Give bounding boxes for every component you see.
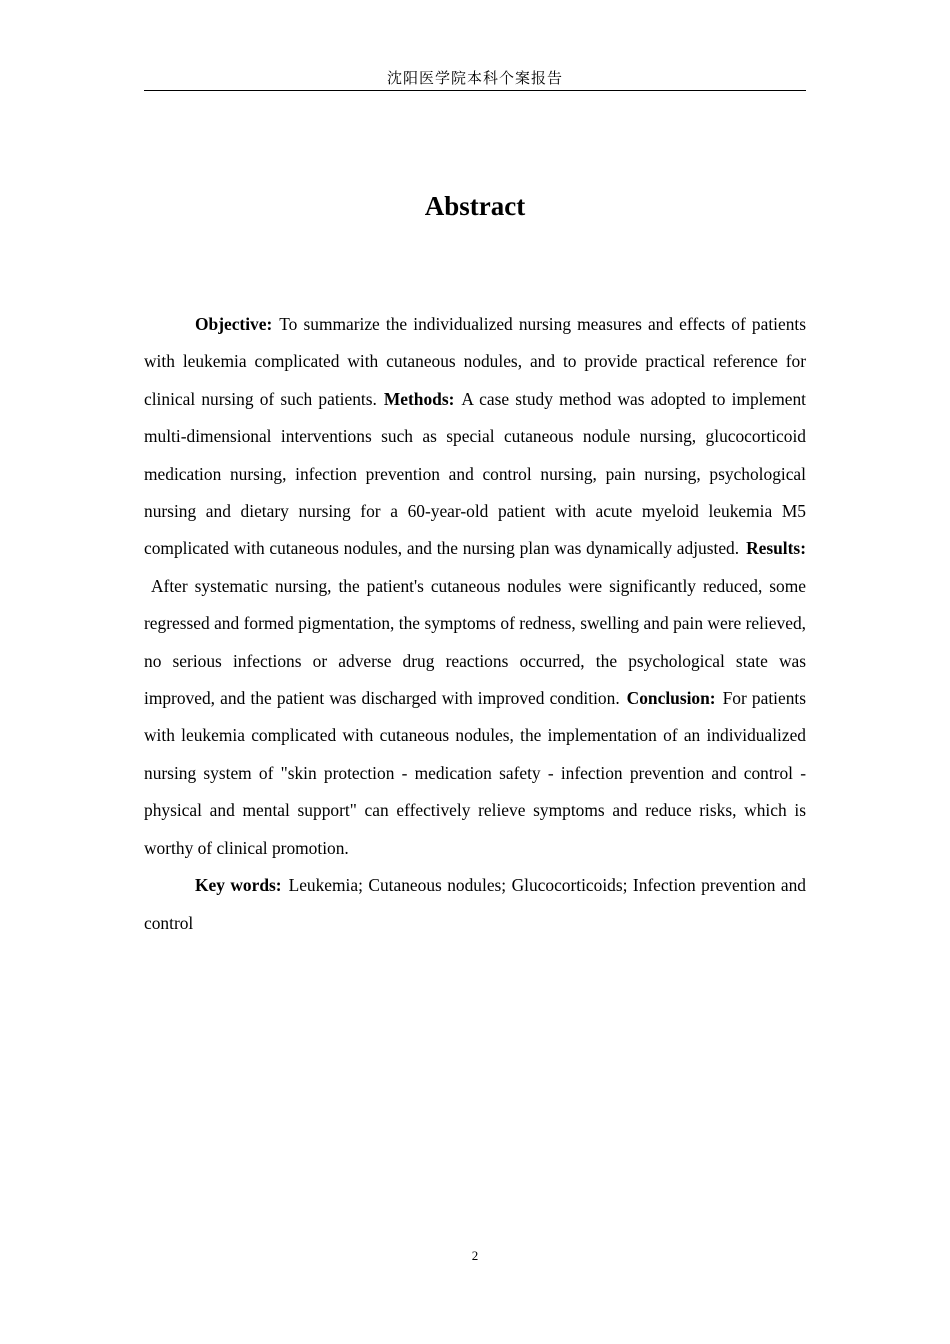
keywords-paragraph [144, 867, 806, 942]
page-header [144, 68, 806, 91]
abstract-body [144, 306, 806, 942]
page-title: Abstract [424, 191, 526, 221]
methods-text: A case study method was adopted to implement multi-dimensional interventions such as special cutaneous nodule nursing, glucocorticoid medication nursing, infection prevention and control nursing, pain nursing, psychological nursing and dietary nursing for a 60-year-old patient with acute myeloid leukemia M5 complicated with cutaneous nodules, and the nursing plan was dynamically adjusted. [144, 388, 806, 559]
abstract-paragraph [144, 306, 806, 867]
results-label: Results: [746, 538, 806, 559]
methods-label: Methods: [383, 388, 455, 409]
page-number: 2 [471, 1248, 479, 1263]
objective-label: Objective: [195, 314, 273, 334]
results-text: After systematic nursing, the patient's cutaneous nodules were significantly reduced, some regressed and formed pigmentation, the symptoms of redness, swelling and pain were relieved, no serious infections or adverse drug reactions occurred, the psychological state was improved, and the patient was discharged with improved condition. [144, 575, 806, 709]
header-text: 沈阳医学院本科个案报告 [386, 69, 563, 87]
objective-text: To summarize the individualized nursing measures and effects of patients with leukemia complicated with cutaneous nodules, and to provide practical reference for clinical nursing of such patients. [144, 314, 806, 409]
keywords-text: Leukemia; Cutaneous nodules; Glucocorticoids; Infection prevention and control [144, 875, 806, 933]
conclusion-text: For patients with leukemia complicated with cutaneous nodules, the implementation of an individualized nursing system of "skin protection - medication safety - infection prevention and control - physical and mental support" can effectively relieve symptoms and reduce risks, which is worthy of clinical promotion. [144, 688, 806, 858]
keywords-label: Key words: [195, 875, 282, 896]
conclusion-label: Conclusion: [626, 688, 716, 709]
